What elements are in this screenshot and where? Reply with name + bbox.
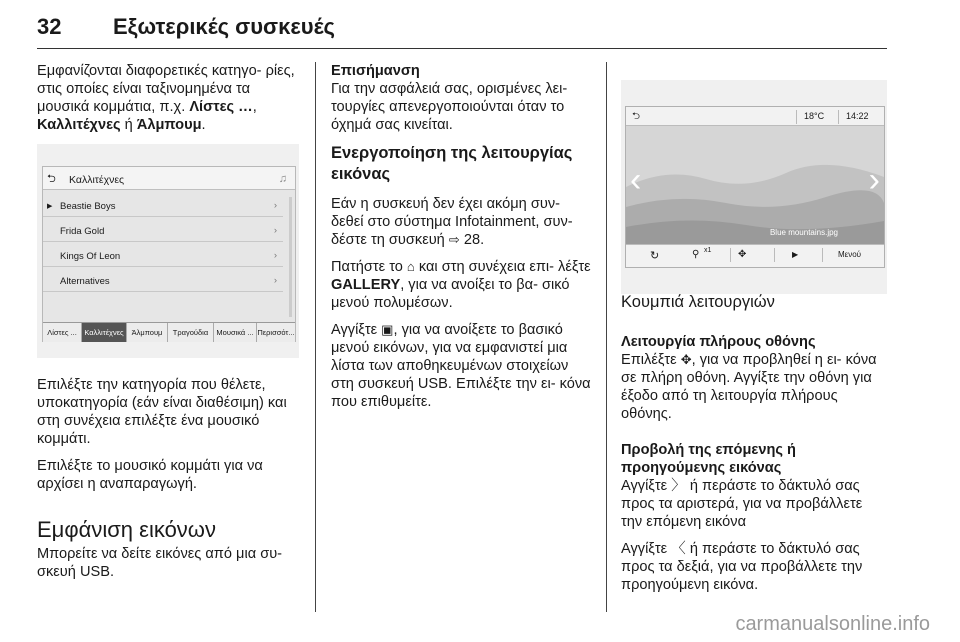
page-ref-icon: ⇨	[448, 232, 460, 247]
section-heading: Ενεργοποίηση της λειτουργίας εικόνας	[331, 144, 573, 183]
tab-more[interactable]: Περισσότ...	[257, 328, 295, 337]
chevron-right-icon: 〉	[671, 478, 686, 494]
watermark: carmanualsonline.info	[735, 613, 930, 635]
paragraph: Αγγίξτε 〈 ή περάστε το δάκτυλό σας προς τα δεξιά, για να προβάλλετε την προηγούμενη εικόνα.	[621, 541, 863, 593]
rotate-icon[interactable]: ↻	[650, 250, 660, 262]
tab-genres[interactable]: Μουσικά ...	[214, 323, 257, 342]
clock: 14:22	[846, 111, 869, 121]
note-text: Για την ασφάλειά σας, ορισμένες λει- τουργίες απενεργοποιούνται όταν το όχημά σας κινείται.	[331, 81, 568, 133]
temperature: 18°C	[804, 111, 825, 121]
tab-lists[interactable]: Λίστες ...	[43, 323, 82, 342]
paragraph: Αγγίξτε 〉 ή περάστε το δάκτυλό σας προς τα αριστερά, για να προβάλλετε την επόμενη εικόνα	[621, 478, 863, 530]
list-item[interactable]: Alternatives ›	[43, 267, 283, 292]
divider	[774, 248, 775, 262]
chevron-right-icon: ›	[273, 250, 277, 261]
status-bar	[626, 107, 884, 126]
column-divider-1	[315, 62, 316, 612]
section-heading: Εμφάνιση εικόνων	[37, 517, 216, 542]
chevron-left-icon: 〈	[671, 541, 686, 557]
music-note-icon[interactable]: ♫	[278, 173, 287, 185]
home-icon: ⌂	[406, 259, 415, 274]
tab-albums[interactable]: Άλμπουμ	[127, 323, 168, 342]
fullscreen-icon: ✥	[680, 352, 692, 367]
picture-icon: ▣	[381, 322, 394, 337]
artists-screenshot	[37, 144, 299, 358]
note-title: Επισήμανση	[331, 63, 420, 79]
paragraph: Πατήστε το ⌂ και στη συνέχεια επι- λέξτε GALLERY, για να ανοίξει το βα- σικό μενού πολυμέσων.	[331, 259, 591, 311]
back-arrow-icon[interactable]: ⮌	[47, 173, 56, 185]
paragraph: Αγγίξτε ▣, για να ανοίξετε το βασικό μενού εικόνων, για να εμφανιστεί μια λίστα των αποθηκευμένων στοιχείων στη συσκευή USB. Επιλέξτε την ει- κόνα που επιθυμείτε.	[331, 322, 591, 410]
screen-title: Καλλιτέχνες	[69, 174, 125, 186]
screen-title-bar	[43, 167, 295, 190]
page-header	[37, 0, 887, 49]
picture-viewer-screen	[625, 106, 885, 268]
chevron-right-icon: ›	[273, 225, 277, 236]
list-item[interactable]: ▶ Beastie Boys ›	[43, 192, 283, 217]
page-number: 32	[37, 14, 62, 39]
paragraph: Εάν η συσκευή δεν έχει ακόμη συν- δεθεί στο σύστημα Infotainment, συν- δέστε τη συσκευή ⇨ 28.	[331, 196, 573, 248]
column-divider-2	[606, 62, 607, 612]
intro-paragraph: Εμφανίζονται διαφορετικές κατηγο- ρίες, στις οποίες είναι ταξινομημένα τα μουσικά κομμάτια, π.χ. Λίστες …, Καλλιτέχνες ή Άλμπουμ.	[37, 63, 295, 133]
column-3	[621, 292, 887, 603]
next-picture-icon[interactable]: ›	[868, 161, 880, 199]
divider	[838, 110, 839, 124]
menu-button[interactable]: Μενού	[838, 250, 862, 259]
tab-artists[interactable]: Καλλιτέχνες	[82, 323, 127, 342]
divider	[822, 248, 823, 262]
list-item[interactable]: Kings Of Leon ›	[43, 242, 283, 267]
paragraph: Επιλέξτε ✥, για να προβληθεί η ει- κόνα σε πλήρη οθόνη. Αγγίξτε την οθόνη για έξοδο από τη λειτουργία πλήρους οθόνης.	[621, 352, 877, 422]
page-title: Εξωτερικές συσκευές	[113, 14, 335, 39]
previous-picture-icon[interactable]: ‹	[630, 161, 642, 199]
paragraph: Επιλέξτε την κατηγορία που θέλετε, υποκατηγορία (εάν είναι διαθέσιμη) και στη συνέχεια επιλέξτε ένα μουσικό κομμάτι.	[37, 377, 287, 447]
divider	[796, 110, 797, 124]
zoom-icon[interactable]: ⚲	[692, 249, 700, 260]
fullscreen-icon[interactable]: ✥	[738, 249, 747, 260]
paragraph: Επιλέξτε το μουσικό κομμάτι για να αρχίσει η αναπαραγωγή.	[37, 458, 263, 492]
back-arrow-icon[interactable]: ⮌	[632, 111, 641, 122]
picture-filename: Blue mountains.jpg	[769, 228, 838, 237]
chevron-right-icon: ›	[273, 275, 277, 286]
zoom-level: x1	[704, 247, 712, 254]
column-1	[37, 62, 299, 590]
column-2	[331, 62, 593, 420]
subheading: Προβολή της επόμενης ή προηγούμενης εικόνας	[621, 442, 796, 476]
divider	[730, 248, 731, 262]
section-heading: Κουμπιά λειτουργιών	[621, 293, 775, 311]
picture-toolbar	[626, 244, 884, 267]
artists-screen	[42, 166, 296, 342]
chevron-right-icon: ›	[273, 200, 277, 211]
list-item[interactable]: Frida Gold ›	[43, 217, 283, 242]
slideshow-play-icon[interactable]: ▶	[792, 250, 799, 259]
mountain-picture	[626, 107, 884, 267]
subheading: Λειτουργία πλήρους οθόνης	[621, 334, 816, 350]
play-indicator-icon: ▶	[47, 203, 53, 210]
paragraph: Μπορείτε να δείτε εικόνες από μια συ- σκευή USB.	[37, 546, 283, 580]
picture-viewer-screenshot	[621, 80, 887, 294]
scrollbar[interactable]	[289, 197, 292, 317]
tab-songs[interactable]: Τραγούδια	[168, 323, 214, 342]
category-tabs	[43, 322, 295, 342]
